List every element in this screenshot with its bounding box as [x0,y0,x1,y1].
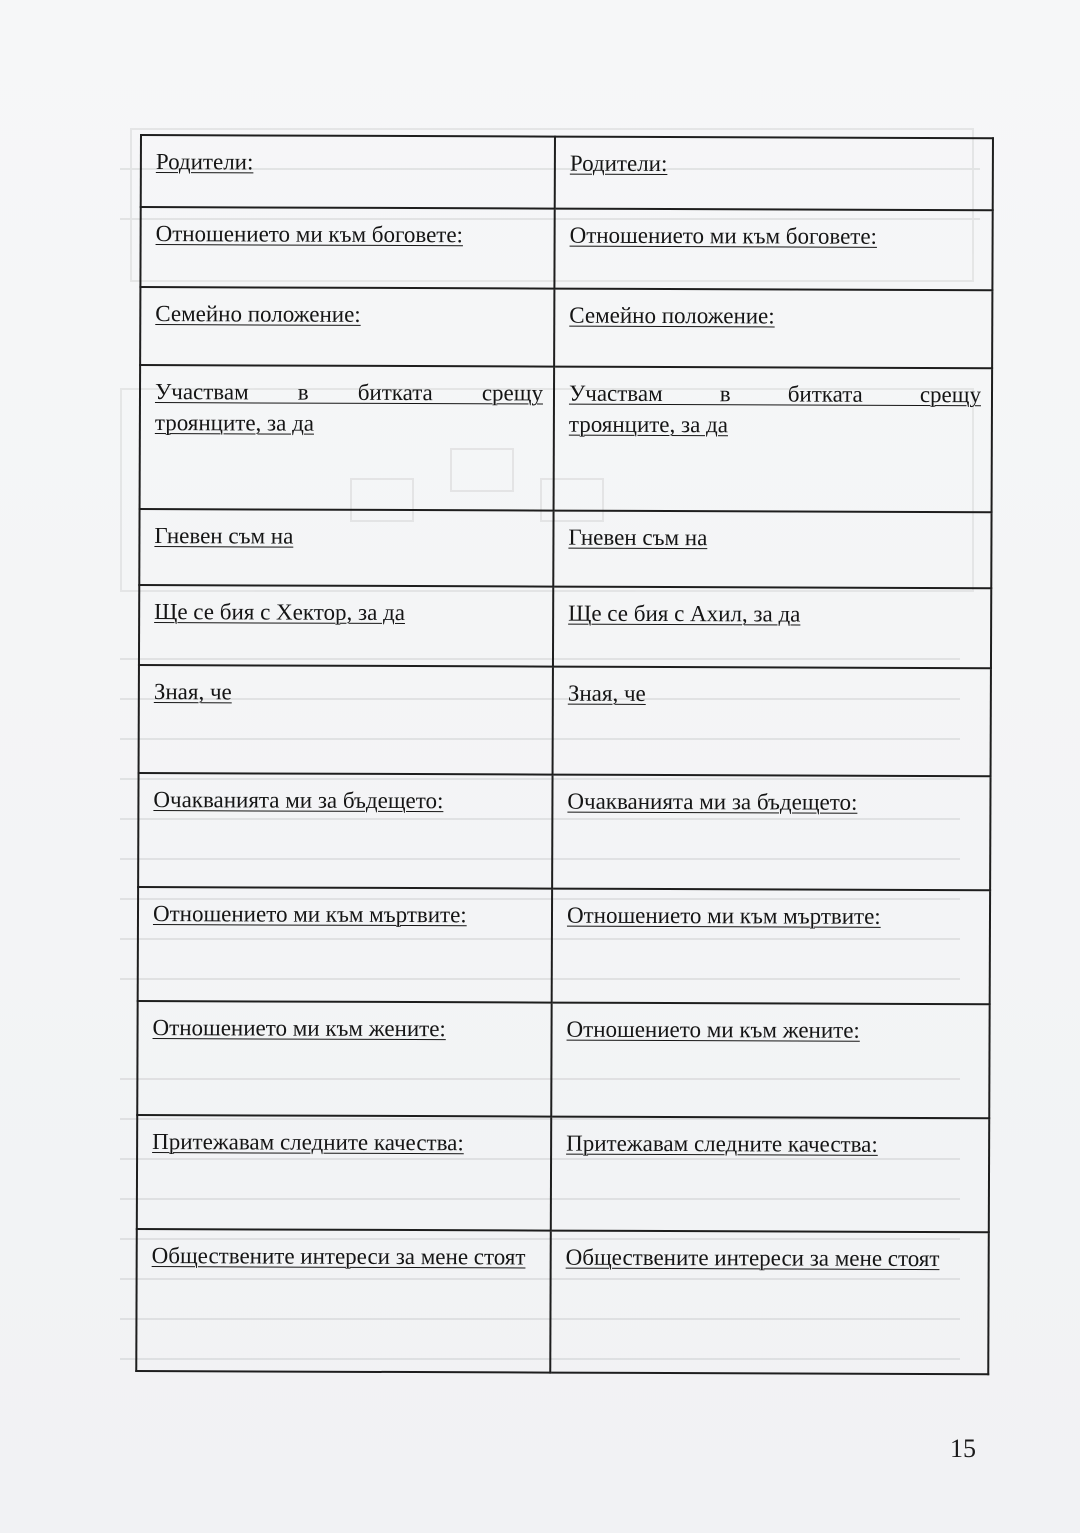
right-cell-parents: Родители: [555,137,993,211]
table-row-gods [140,207,992,290]
right-cell-women: Отношението ми към жените: [551,1003,989,1119]
table-row-parents [141,135,993,210]
right-cell-angry: Гневен съм на [553,511,991,589]
left-cell-qualities: Притежавам следните качества: [137,1115,551,1231]
right-cell-qualities: Притежавам следните качества: [551,1117,989,1233]
left-cell-angry: Гневен съм на [139,509,553,587]
table-row-know [139,665,991,776]
left-cell-gods: Отношението ми към боговете: [140,207,554,289]
left-cell-parents: Родители: [141,135,555,209]
left-cell-battle-line1: Участвам в битката срещу [154,379,544,406]
table-row-dead [138,887,990,1004]
left-cell-women: Отношението ми към жените: [137,1001,551,1117]
left-cell-expectations: Очакванията ми за бъдещето: [138,773,552,889]
table-row-angry [139,509,991,588]
left-cell-know: Зная, че [139,665,553,775]
right-cell-dead: Отношението ми към мъртвите: [552,889,990,1005]
right-cell-battle [554,367,993,513]
character-comparison-table [135,134,994,1375]
table-row-battle [140,365,993,512]
right-cell-gods: Отношението ми към боговете: [554,209,992,291]
table-row-women [137,1001,989,1118]
right-cell-know: Зная, че [553,667,991,777]
table-row-marital-status [140,287,992,368]
left-cell-marital-status: Семейно положение: [140,287,554,367]
page-number: 15 [950,1434,976,1463]
left-cell-battle-line2: троянците, за да [154,410,315,436]
right-cell-fight: Ще се бия с Ахил, за да [553,587,991,669]
table-row-expectations [138,773,990,890]
left-cell-fight: Ще се бия с Хектор, за да [139,585,553,667]
table-row-fight [139,585,991,668]
table-row-qualities [137,1115,989,1232]
right-cell-battle-line2: троянците, за да [568,411,729,438]
right-cell-battle-line1: Участвам в битката срещу [568,380,982,408]
left-cell-public-interests: Обществените интереси за мене стоят [136,1229,551,1373]
right-cell-public-interests: Обществените интереси за мене стоят [550,1231,989,1375]
left-cell-battle [140,365,555,511]
left-cell-dead: Отношението ми към мъртвите: [138,887,552,1003]
right-cell-expectations: Очакванията ми за бъдещето: [552,775,990,891]
table-row-public-interests [136,1229,989,1374]
right-cell-marital-status: Семейно положение: [554,289,992,369]
